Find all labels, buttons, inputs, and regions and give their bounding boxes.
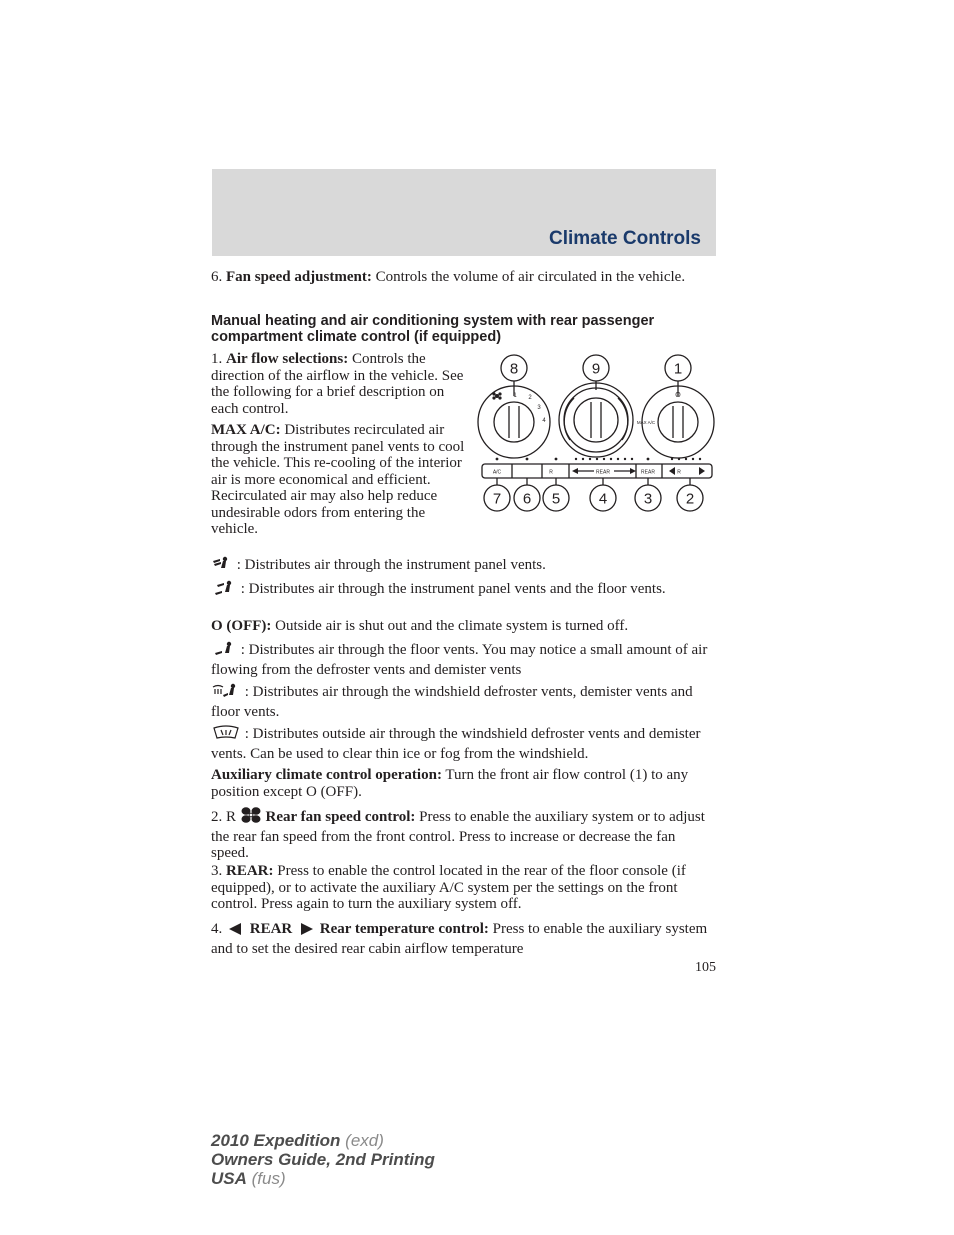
floor-vent-icon [211, 641, 237, 662]
mode-panel-paragraph [211, 556, 716, 577]
item1-text: Controls the direction of the airflow in the vehicle. See the following for a brief description on each control. [211, 351, 464, 417]
aux-text: Turn the front air flow control (1) to any position except O (OFF). [211, 767, 689, 800]
maxac-text: Distributes recirculated air through the instrument panel vents to cool the vehicle. This re-cooling of the interior air is more economical and efficient. Recirculated air may also help reduce undesirable odors from entering the vehicle. [211, 422, 465, 537]
callout-4-label: 4 [598, 490, 608, 508]
item6-number: 6. [211, 269, 223, 285]
callout-7-label: 7 [492, 490, 502, 508]
section-heading: Manual heating and air conditioning system with rear passenger compartment climate control (if equipped) [211, 313, 655, 345]
item4-text: Press to enable the auxiliary system and to set the desired rear cabin airflow temperature [211, 921, 708, 957]
rear-button-label: REAR [641, 469, 655, 476]
arrow-left-icon [226, 922, 246, 941]
item2-number: 2. R [211, 809, 237, 825]
mode-off-text: Outside air is shut out and the climate system is turned off. [275, 618, 629, 634]
item2-label: Rear fan speed control: [265, 809, 416, 825]
item1-paragraph [211, 351, 466, 417]
footer-line-1 [211, 1131, 435, 1150]
item6-label: Fan speed adjustment: [226, 269, 372, 285]
fan-icon [240, 806, 262, 829]
footer [211, 1131, 435, 1188]
mode-off-paragraph [211, 618, 716, 635]
item3-text: Press to enable the control located in the rear of the floor console (if equipped), or to activate the auxiliary A/C system per the settings on the front control. Press again to turn the auxiliary system off. [211, 863, 686, 912]
callout-9-label: 9 [591, 360, 601, 378]
climate-control-diagram [476, 352, 718, 518]
callout-8-label: 8 [509, 360, 519, 378]
fan-tick-3: 3 [537, 405, 541, 411]
callout-3-label: 3 [643, 490, 653, 508]
item3-label: REAR: [226, 863, 274, 879]
control-panel-illustration [476, 352, 718, 518]
item2-text: Press to enable the auxiliary system or to adjust the rear fan speed from the front control. Press to increase or decrease the fan speed. [211, 809, 705, 861]
rear-temp-button-label: REAR [596, 469, 610, 476]
fan-tick-2: 2 [528, 395, 532, 401]
rear-fan-r-label: R [677, 469, 681, 476]
aux-label: Auxiliary climate control operation: [211, 767, 442, 783]
callout-2-label: 2 [685, 490, 695, 508]
floor-defrost-icon [211, 683, 241, 704]
page-number: 105 [695, 960, 716, 975]
mode-defrost-text: : Distributes outside air through the windshield defroster vents and demister vents. Can be used to clear thin ice or fog from the windshield. [211, 726, 701, 762]
footer-model: 2010 Expedition [211, 1131, 341, 1150]
item3-number: 3. [211, 863, 223, 879]
fan-tick-4: 4 [542, 418, 546, 424]
panel-floor-vent-icon [211, 580, 237, 601]
header-banner [212, 169, 716, 256]
item4-rear-word: REAR [249, 921, 293, 937]
off-position-label: O [675, 392, 681, 399]
footer-edition: Owners Guide, 2nd Printing [211, 1150, 435, 1169]
mode-panel-text: : Distributes air through the instrument panel vents. [236, 557, 546, 573]
footer-model-code: (exd) [345, 1131, 384, 1150]
callout-5-label: 5 [551, 490, 561, 508]
item4-paragraph [211, 921, 716, 957]
footer-region-code: (fus) [251, 1169, 286, 1188]
mode-off-label: O (OFF): [211, 618, 272, 634]
mode-panel-floor-paragraph [211, 580, 716, 601]
mode-defrost-paragraph [211, 725, 716, 762]
item1-number: 1. [211, 351, 223, 367]
arrow-right-icon [296, 922, 316, 941]
item6-text: Controls the volume of air circulated in the vehicle. [375, 269, 686, 285]
mode-panel-floor-text: : Distributes air through the instrument panel vents and the floor vents. [240, 581, 666, 597]
footer-line-2 [211, 1150, 435, 1169]
recirc-r-label: R [549, 469, 553, 476]
item3-paragraph [211, 863, 716, 913]
page-title: Climate Controls [548, 228, 701, 249]
aux-paragraph [211, 767, 716, 800]
mode-floor-defrost-text: : Distributes air through the windshield defroster vents, demister vents and floor vents. [211, 684, 693, 720]
item4-label: Rear temperature control: [319, 921, 489, 937]
item1-label: Air flow selections: [226, 351, 349, 367]
footer-line-3 [211, 1169, 435, 1188]
mode-floor-text: : Distributes air through the floor vents. You may notice a small amount of air flowing from the defroster vents and demister vents [211, 642, 708, 678]
callout-6-label: 6 [522, 490, 532, 508]
callout-1-label: 1 [673, 360, 683, 378]
item4-number: 4. [211, 921, 223, 937]
mode-floor-paragraph [211, 641, 716, 678]
ac-button-label: A/C [492, 469, 502, 476]
maxac-label: MAX A/C: [211, 422, 281, 438]
defrost-icon [211, 725, 241, 746]
max-ac-label: MAX A/C [636, 420, 656, 425]
mode-floor-defrost-paragraph [211, 683, 716, 720]
maxac-paragraph [211, 422, 466, 538]
item2-paragraph [211, 806, 716, 862]
footer-region: USA [211, 1169, 247, 1188]
panel-vent-icon [211, 556, 233, 577]
item6-paragraph [211, 269, 716, 286]
fan-tick-1: 1 [513, 393, 517, 399]
